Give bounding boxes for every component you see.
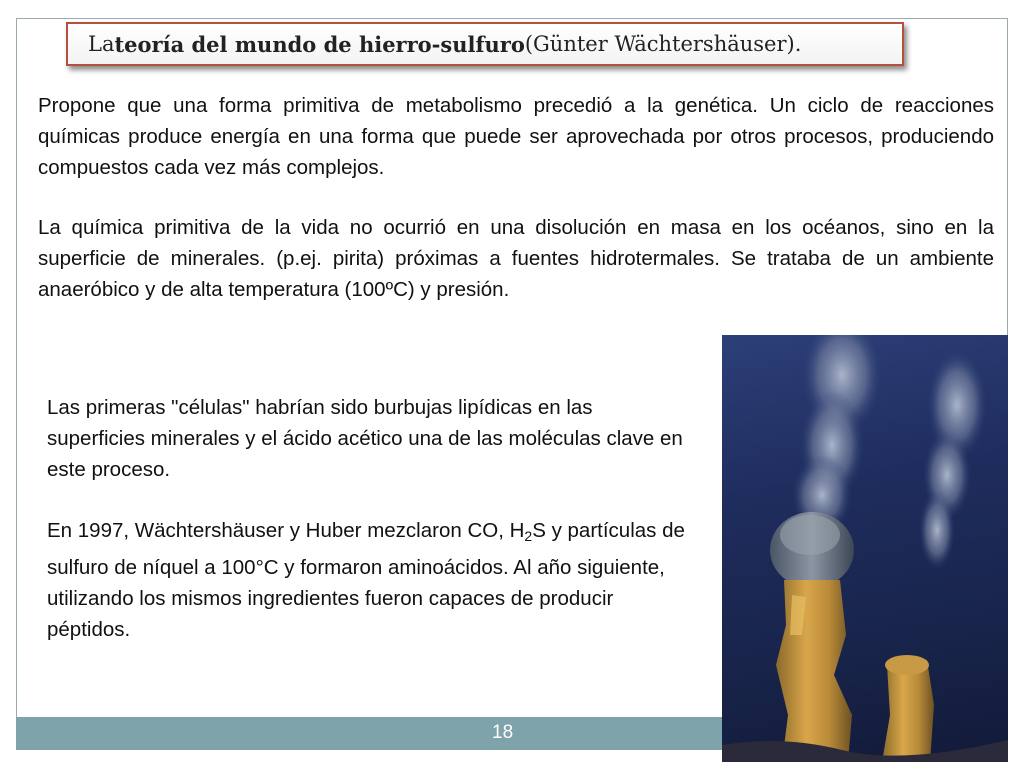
experiment-text-2: S y partículas de sulfuro de níquel a 100°C y formaron aminoácidos. Al año siguiente, utilizando los mismos ingredientes fueron capaces de producir péptidos. [47, 519, 685, 641]
page-number: 18 [492, 722, 514, 743]
hydrothermal-vent-photo [722, 335, 1008, 762]
paragraph-metabolism: Propone que una forma primitiva de metabolismo precedió a la genética. Un ciclo de reacciones químicas produce energía en una forma que puede ser aprovechada por otros procesos, produciendo compuestos cada vez más complejos. [38, 94, 994, 179]
experiment-text-1: En 1997, Wächtershäuser y Huber mezclaron CO, H [47, 519, 525, 542]
h2-subscript: 2 [524, 528, 533, 544]
paragraph-mineral-surface: La química primitiva de la vida no ocurrió en una disolución en masa en los océanos, sino en la superficie de minerales. (p.ej. pirita) próximas a fuentes hidrotermales. Se trataba de un ambiente anaeróbico y de alta temperatura (100ºC) y presión. [38, 216, 994, 301]
paragraph-experiment [47, 515, 693, 645]
title-suffix: (Günter Wächtershäuser). [524, 32, 802, 56]
footer-bar [16, 717, 722, 750]
slide-title [66, 22, 904, 66]
title-bold: teoría del mundo de hierro-sulfuro [114, 31, 525, 57]
paragraph-first-cells: Las primeras "células" habrían sido burbujas lipídicas en las superficies minerales y el ácido acético una de las moléculas clave en este proceso. [47, 396, 683, 481]
title-prefix: La [88, 32, 115, 56]
